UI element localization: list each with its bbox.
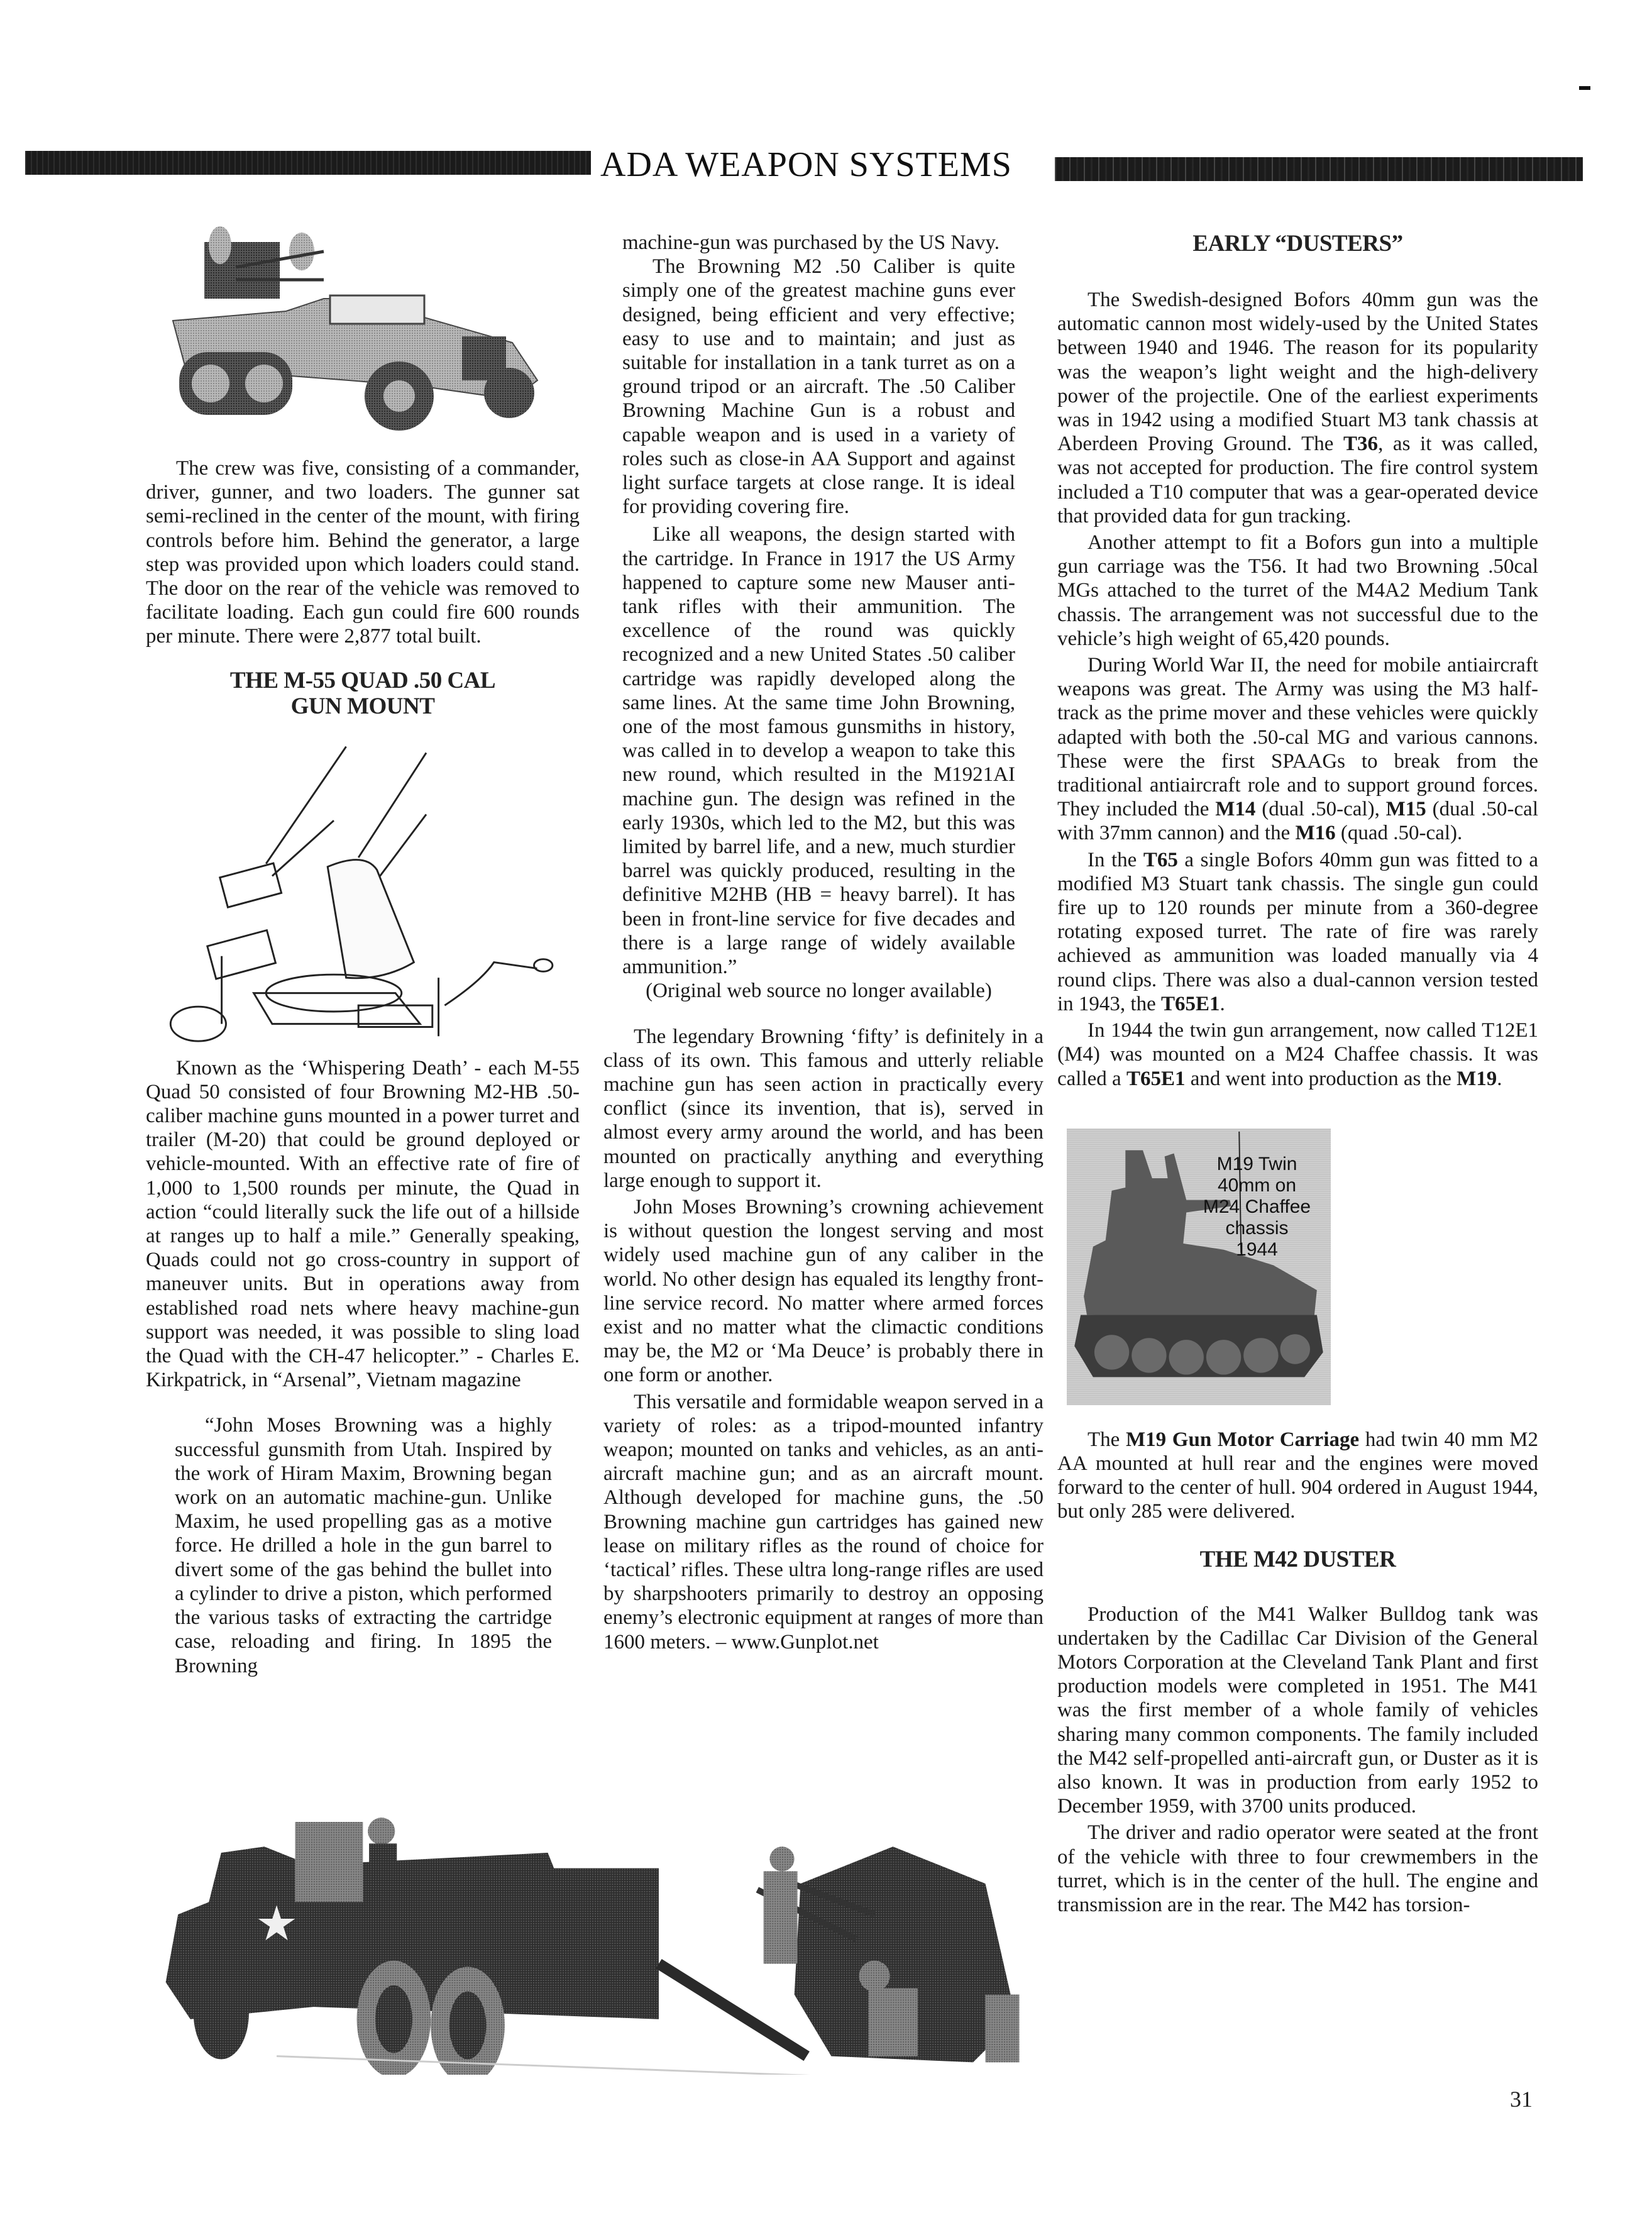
t65e1-bold-2: T65E1: [1126, 1067, 1186, 1090]
bofors-paragraph: [1057, 288, 1538, 528]
t65-paragraph: [1057, 848, 1538, 1016]
corner-mark: [1579, 86, 1590, 90]
m19-bold: M19: [1457, 1067, 1497, 1090]
halftrack-illustration: [160, 217, 563, 434]
halftrack-photo: [160, 217, 563, 434]
crowning-achievement-paragraph: John Moses Browning’s crowning achievement is without question the longest serving and most widely used machine gun of any caliber in the world. No other design has equaled its lengthy front-line service record. No matter where armed forces exist and no matter what the climactic conditions may be, the M2 or ‘Ma Deuce’ is probably there in one form or another.: [603, 1195, 1044, 1387]
early-dusters-heading: EARLY “DUSTERS”: [1192, 231, 1403, 257]
t65-text-c: .: [1220, 992, 1225, 1015]
m19-caption-line2: M24 Chaffee chassis: [1203, 1196, 1311, 1239]
m14-bold: M14: [1215, 798, 1256, 821]
crew-paragraph: The crew was five, consisting of a commander, driver, gunner, and two loaders. The gunner sat semi-reclined in the center of the mount, with firing controls before him. Behind the generator, a large step was provided upon which loaders could stand. The door on the rear of the vehicle was removed to facilitate loading. Each gun could fire 600 rounds per minute. There were 2,877 total built.: [146, 457, 580, 648]
page-number: 31: [1510, 2087, 1533, 2112]
cartridge-history-paragraph: Like all weapons, the design started with the cartridge. In France in 1917 the US Army happened to capture some new Mauser anti-tank rifles with their ammunition. The excellence of the round was quickly recognized and a new United States .50 caliber cartridge was rapidly developed along the same lines. At the same time John Browning, one of the most famous gunsmiths in history, was called in to develop a weapon to take this new round, which resulted in the M1921AI machine gun. The design was refined in the early 1930s, which led to the M2, but this was limited by barrel life, and a new, much sturdier barrel was quickly produced, resulting in the definitive M2HB (HB = heavy barrel). It has been in front-line service for five decades and there is a large range of widely available ammunition.”: [622, 523, 1015, 979]
browning-quote-paragraph: “John Moses Browning was a highly successful gunsmith from Utah. Inspired by the work of Hiram Maxim, Browning began work on an automatic machine-gun. Unlike Maxim, he used propelling gas as a motive force. He drilled a hole in the gun barrel to divert some of the gas behind the bullet into a cylinder to drive a piston, which performed the various tasks of extracting the cartridge case, reloading and firing. In 1895 the Browning: [175, 1414, 552, 1677]
m16-bold: M16: [1295, 822, 1336, 845]
source-note: (Original web source no longer available): [646, 979, 992, 1003]
m15-bold: M15: [1385, 798, 1426, 821]
whispering-death-paragraph: Known as the ‘Whispering Death’ - each M-55 Quad 50 consisted of four Browning M2-HB .50-caliber machine guns mounted in a power turret and trailer (M-20) that could be ground deployed or vehicle-mounted. With an effective rate of fire of 1,000 to 1,500 rounds per minute, the Quad in action “could literally suck the life out of a hillside at ranges up to half a mile.” Generally speaking, Quads could not go cross-country in support of maneuver units. But in operations away from established road nets where heavy machine-gun support was needed, it was possible to sling load the Quad with the CH-47 helicopter.” - Charles E. Kirkpatrick, in “Arsenal”, Vietnam magazine: [146, 1056, 580, 1392]
t36-bold: T36: [1343, 433, 1379, 456]
m55-heading: [146, 668, 580, 719]
m19-caption-line3: 1944: [1236, 1239, 1278, 1260]
m42-duster-heading: THE M42 DUSTER: [1199, 1546, 1396, 1572]
m19-intro-text-c: .: [1497, 1067, 1502, 1090]
m19-gmc-text-a: The: [1088, 1428, 1126, 1451]
versatile-weapon-paragraph: This versatile and formidable weapon served in a variety of roles: as a tripod-mounted infantry weapon; mounted on tanks and vehicles, as an anti-aircraft machine gun; and as an aircraft mount. Although developed for machine guns, the .50 Browning machine gun cartridges has gained new lease on military rifles as the round of choice for ‘tactical’ rifles. These ultra long-range rifles are used by sharpshooters primarily to destroy an opposing enemy’s electronic equipment at ranges of more than 1600 meters. – www.Gunplot.net: [603, 1390, 1044, 1653]
legendary-fifty-paragraph: The legendary Browning ‘fifty’ is definitely in a class of its own. This famous and utterly reliable machine gun has seen action in practically every conflict (since its invention, that is), served in almost every army around the world, and has been mounted on practically anything and everything large enough to support it.: [603, 1025, 1044, 1192]
wwii-text-a: During World War II, the need for mobile antiaircraft weapons was great. The Army was using the M3 half-track as the prime mover and these vehicles were quickly adapted with both the .50-cal MG and various cannons. These were the first SPAAGs to break from the traditional antiaircraft role and to support ground forces. They included the: [1057, 654, 1538, 821]
wwii-paragraph: [1057, 653, 1538, 846]
m19-intro-paragraph: [1057, 1018, 1538, 1091]
m19-intro-text-b: and went into production as the: [1185, 1067, 1457, 1090]
m19-intro-text-a: In 1944 the twin gun arrangement, now called T12E1 (M4) was mounted on a M24 Chaffee chassis. It was called a: [1057, 1019, 1538, 1090]
header-band-left: [25, 151, 591, 175]
m19-gmc-paragraph: [1057, 1428, 1538, 1524]
section-title: ADA WEAPON SYSTEMS: [600, 145, 1012, 184]
quad-mount-drawing: [157, 734, 572, 1042]
wwii-text-c: (dual .50-cal with 37mm cannon) and the: [1057, 798, 1538, 845]
us-navy-paragraph: machine-gun was purchased by the US Navy.: [622, 231, 999, 254]
m2-caliber-paragraph: The Browning M2 .50 Caliber is quite simply one of the greatest machine guns ever designed, being efficient and very effective; easy to use and to maintain; and just as suitable for installation in a tank turret as on a ground tripod or an aircraft. The .50 Caliber Browning Machine Gun is a robust and capable weapon and is used in a variety of roles such as close-in AA Support and against light surface targets at close range. It is ideal for providing covering fire.: [622, 255, 1015, 519]
quad-mount-illustration: [157, 734, 572, 1042]
m42-crew-paragraph: The driver and radio operator were seated at the front of the vehicle with three to four crewmembers in the turret, which is in the center of the hull. The engine and transmission are in the rear. The M42 has torsion-: [1057, 1821, 1538, 1916]
t65-bold: T65: [1143, 848, 1178, 871]
m19-gmc-text-b: had twin 40 mm M2 AA mounted at hull rear and the engines were moved forward to the center of hull. 904 ordered in August 1944, but only 285 were delivered.: [1057, 1428, 1539, 1523]
bofors-text-b: , as it was called, was not accepted for production. The fire control system included a T10 computer that was a gear-operated device that provided data for gun tracking.: [1057, 433, 1538, 527]
m55-heading-line1: THE M-55 QUAD .50 CAL: [229, 667, 496, 693]
m19-photo: [1067, 1128, 1331, 1405]
t65-text-a: In the: [1088, 848, 1143, 871]
m19-caption-line1: M19 Twin 40mm on: [1216, 1153, 1297, 1196]
bofors-text-a: The Swedish-designed Bofors 40mm gun was the automatic cannon most widely-used by the United States between 1940 and 1946. The reason for its popularity was the weapon’s light weight and the high-delivery power of the projectile. One of the earliest experiments was in 1942 using a modified Stuart M3 tank chassis at Aberdeen Proving Ground. The: [1057, 289, 1538, 456]
t56-paragraph: Another attempt to fit a Bofors gun into a multiple gun carriage was the T56. It had two Browning .50cal MGs attached to the turret of the M4A2 Medium Tank chassis. The arrangement was not successful due to the vehicle’s high weight of 65,420 pounds.: [1057, 531, 1538, 650]
truck-gun-illustration: [145, 1760, 1044, 2075]
header-band-right: [1055, 157, 1583, 181]
column-2-upper: [622, 231, 1015, 1003]
t65-text-b: a single Bofors 40mm gun was fitted to a modified M3 Stuart tank chassis. The single gun could fire up to 120 rounds per minute from a 360-degree rotating exposed turret. The rate of fire was rarely achieved as ammunition was loaded manually via 4 round clips. There was also a dual-cannon version tested in 1943, the: [1057, 848, 1538, 1015]
column-1: [146, 217, 580, 1678]
wwii-text-b: (dual .50-cal),: [1255, 798, 1386, 821]
column-2: [603, 231, 1044, 1654]
column-3: [1057, 231, 1538, 1917]
m19-gmc-bold: M19 Gun Motor Carriage: [1125, 1428, 1360, 1451]
t65e1-bold: T65E1: [1160, 992, 1220, 1015]
wwii-text-d: (quad .50-cal).: [1335, 822, 1463, 845]
m41-production-paragraph: Production of the M41 Walker Bulldog tank was undertaken by the Cadillac Car Division of the General Motors Corporation at the Cleveland Tank Plant and first production models were completed in 1951. The M41 was the first member of a whole family of vehicles sharing many common components. The family included the M42 self-propelled anti-aircraft gun, or Duster as it is also known. It was in production from early 1952 to December 1959, with 3700 units produced.: [1057, 1603, 1538, 1818]
truck-gun-photo: [145, 1760, 1044, 2075]
m55-heading-line2: GUN MOUNT: [290, 693, 435, 719]
m19-photo-caption: [1189, 1154, 1324, 1261]
